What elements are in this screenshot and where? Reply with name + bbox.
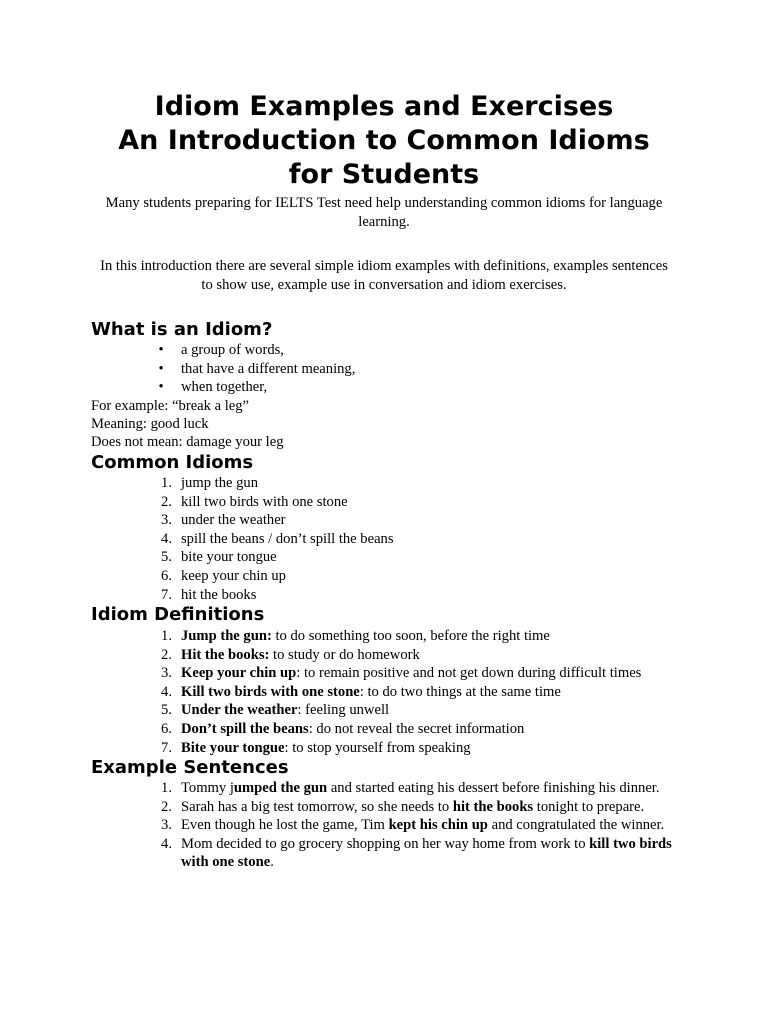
document-title xyxy=(0,90,768,192)
list-item: 5. Under the weather: feeling unwell xyxy=(161,702,390,719)
what-is-idiom-bullets xyxy=(0,341,768,397)
example-sentences-heading: Example Sentences xyxy=(91,757,289,778)
list-item: 3. under the weather xyxy=(161,512,286,529)
meaning-line: Meaning: good luck xyxy=(91,416,209,432)
list-item: 1. Jump the gun: to do something too soon, before the right time xyxy=(161,628,550,644)
not-mean-line: Does not mean: damage your leg xyxy=(91,434,284,450)
list-item: • a group of words, xyxy=(0,341,768,360)
list-item: 4. Kill two birds with one stone: to do two things at the same time xyxy=(161,683,561,700)
list-item: • when together, xyxy=(0,378,768,397)
list-item: 7. Bite your tongue: to stop yourself from speaking xyxy=(161,739,471,756)
intro-paragraph-1: Many students preparing for IELTS Test need help understanding common idioms for language learning. xyxy=(105,195,663,230)
list-item: 4. Mom decided to go grocery shopping on her way home from work to kill two birds with one stone. xyxy=(161,835,672,871)
list-item: 6. Don’t spill the beans: do not reveal the secret information xyxy=(161,720,525,737)
list-item: • that have a different meaning, xyxy=(0,360,768,379)
list-item: 1. Tommy jumped the gun and started eating his dessert before finishing his dinner. xyxy=(161,780,660,796)
bullet-icon: • xyxy=(158,342,164,358)
list-item: 3. Keep your chin up: to remain positive and not get down during difficult times xyxy=(161,665,642,682)
intro-paragraph-2: In this introduction there are several simple idiom examples with definitions, examples sentences to show use, example use in conversation and idiom exercises. xyxy=(100,258,668,293)
common-idioms-heading: Common Idioms xyxy=(91,452,254,473)
title-line-3: for Students xyxy=(288,159,480,190)
list-item: 5. bite your tongue xyxy=(161,549,277,566)
idiom-definitions-heading: Idiom Definitions xyxy=(91,604,265,625)
list-item: 4. spill the beans / don’t spill the beans xyxy=(161,530,394,547)
list-item: 2. Sarah has a big test tomorrow, so she needs to hit the books tonight to prepare. xyxy=(161,798,645,815)
idiom-definitions-list xyxy=(0,627,768,757)
list-item: 2. Hit the books: to study or do homework xyxy=(161,646,420,663)
list-item: 2. kill two birds with one stone xyxy=(161,493,348,510)
example-sentences-list xyxy=(0,779,768,872)
list-item: 1. jump the gun xyxy=(161,475,259,491)
what-is-idiom-heading: What is an Idiom? xyxy=(91,319,273,340)
list-item: 3. Even though he lost the game, Tim kept his chin up and congratulated the winner. xyxy=(161,817,665,834)
example-line: For example: “break a leg” xyxy=(91,398,250,414)
title-line-1: Idiom Examples and Exercises xyxy=(154,91,614,122)
list-item: 6. keep your chin up xyxy=(161,567,286,584)
bullet-icon: • xyxy=(158,379,164,396)
common-idioms-list xyxy=(0,474,768,604)
bullet-icon: • xyxy=(158,360,164,377)
list-item: 7. hit the books xyxy=(161,586,257,603)
title-line-2: An Introduction to Common Idioms xyxy=(118,125,650,156)
